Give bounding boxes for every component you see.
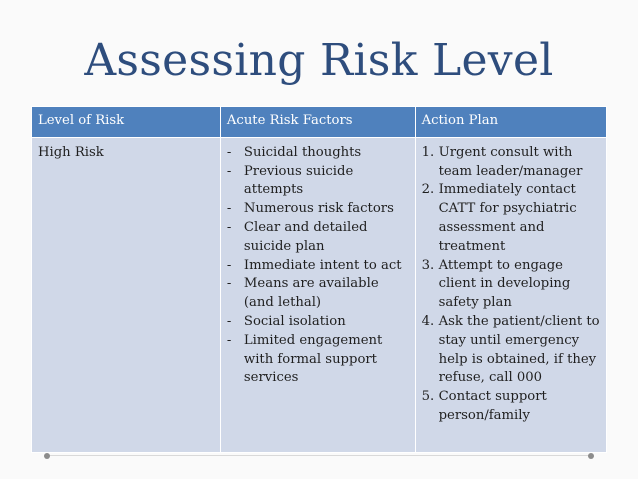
risk-factor-list: [227, 144, 409, 388]
item-number: 4.: [421, 313, 435, 329]
header-acute-risk-factors: Acute Risk Factors: [220, 107, 415, 138]
list-item: [422, 388, 600, 426]
slide-title: Assessing Risk Level: [84, 35, 554, 86]
table-header-row: [32, 107, 607, 138]
risk-level-table: [31, 106, 607, 453]
list-item: - Immediate intent to act: [227, 257, 409, 276]
table-row: [32, 137, 607, 452]
footer-divider: [47, 455, 591, 456]
footer-dot-right: [588, 453, 594, 459]
list-item: - Previous suicide attempts: [227, 163, 409, 201]
list-item: [422, 181, 600, 256]
footer-dot-left: [44, 453, 50, 459]
list-item: - Means are available (and lethal): [227, 275, 409, 313]
item-text: Contact support person/family: [438, 389, 547, 423]
list-item: - Social isolation: [227, 313, 409, 332]
list-item: - Suicidal thoughts: [227, 144, 409, 163]
cell-acute-risk-factors: [220, 137, 415, 452]
list-item: - Limited engagement with formal support services: [227, 332, 409, 388]
header-action-plan: Action Plan: [415, 107, 606, 138]
risk-level-value: High Risk: [38, 144, 104, 160]
cell-level-of-risk: [32, 137, 221, 452]
cell-action-plan: [415, 137, 606, 452]
item-number: 5.: [421, 389, 435, 405]
item-text: Ask the patient/client to stay until emergency help is obtained, if they refuse, call 000: [438, 313, 600, 386]
item-number: 1.: [421, 144, 435, 160]
list-item: - Clear and detailed suicide plan: [227, 219, 409, 257]
item-number: 3.: [421, 257, 435, 273]
item-text: Attempt to engage client in developing safety plan: [438, 257, 571, 311]
list-item: - Numerous risk factors: [227, 200, 409, 219]
action-plan-list: [422, 144, 600, 426]
header-level-of-risk: Level of Risk: [32, 107, 221, 138]
list-item: [422, 257, 600, 313]
item-text: Urgent consult with team leader/manager: [438, 144, 583, 179]
item-text: Immediately contact CATT for psychiatric assessment and treatment: [438, 182, 577, 254]
item-number: 2.: [421, 182, 435, 198]
list-item: [422, 313, 600, 388]
list-item: [422, 144, 600, 182]
